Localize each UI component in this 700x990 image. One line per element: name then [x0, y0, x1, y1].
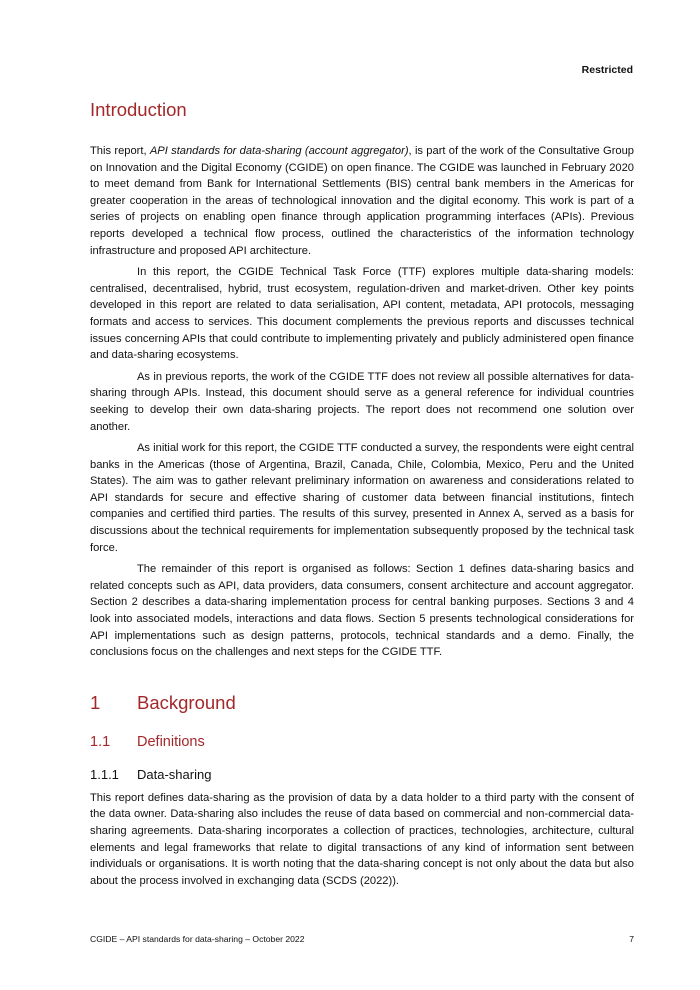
intro-paragraph-5: The remainder of this report is organised as follows: Section 1 defines data-sharing basics and related concepts such as API, data providers, data consumers, consent architecture and account aggregator. Section 2 describes a data-sharing implementation process for central banking purposes. Sections 3 and 4 look into associated models, interactions and data flows. Section 5 presents technological considerations for API implementations such as design patterns, protocols, technical standards and a demo. Finally, the conclusions focus on the challenges and next steps for the CGIDE TTF.: [90, 563, 634, 659]
introduction-heading: Introduction: [90, 99, 187, 120]
intro-paragraph-1-lead: This report,: [90, 145, 150, 157]
classification-label: Restricted: [581, 64, 633, 76]
data-sharing-definition-paragraph: This report defines data-sharing as the provision of data by a data holder to a third party with the consent of the data owner. Data-sharing also includes the reuse of data based on commercial and non-commercial data-sharing agreements. Data-sharing incorporates a collection of practices, technologies, architecture, cultural elements and legal frameworks that relate to digital transactions of any kind of information sent between individuals or organisations. It is worth noting that the data-sharing concept is not only about the data but also about the process involved in exchanging data (SCDS (2022)).: [90, 791, 634, 887]
intro-paragraph-2: In this report, the CGIDE Technical Task Force (TTF) explores multiple data-sharing models: centralised, decentralised, hybrid, trust ecosystem, regulation-driven and market-driven. Other key points developed in this report are related to data serialisation, API content, metadata, API protocols, messaging formats and access to services. This document complements the previous reports and discusses technical issues concerning APIs that could contribute to implementing privately and publicly administered open finance and data-sharing ecosystems.: [90, 266, 634, 362]
footer-document-title: CGIDE – API standards for data-sharing – October 2022: [90, 934, 305, 944]
definitions-heading-title: Definitions: [137, 733, 205, 750]
intro-paragraph-4: As initial work for this report, the CGIDE TTF conducted a survey, the respondents were eight central banks in the Americas (those of Argentina, Brazil, Canada, Chile, Colombia, Mexico, Peru and the United States). The aim was to gather relevant preliminary information on awareness and considerations related to API standards for secure and effective sharing of customer data between financial institutions, fintech companies and certified third parties. The results of this survey, presented in Annex A, served as a basis for discussions about the technical requirements for implementation subsequently proposed by the technical task force.: [90, 442, 634, 554]
intro-paragraph-1-rest: , is part of the work of the Consultative Group on Innovation and the Digital Economy (CGIDE) on open finance. The CGIDE was launched in February 2020 to meet demand from Bank for International Settlements (BIS) central bank members in the Americas for greater cooperation in the areas of technological innovation and the digital economy. This work is part of a series of projects on enabling open finance through application programming interfaces (APIs). Previous reports developed a technical flow process, outlined the characteristics of the information technology infrastructure and proposed API architecture.: [90, 145, 634, 257]
definitions-heading-number: 1.1: [90, 733, 111, 750]
background-heading: [90, 691, 634, 715]
data-sharing-heading-number: 1.1.1: [90, 766, 119, 782]
intro-paragraph-3: As in previous reports, the work of the CGIDE TTF does not review all possible alternatives for data-sharing through APIs. Instead, this document should serve as a general reference for individual countries seeking to develop their own data-sharing projects. The report does not recommend one solution over another.: [90, 370, 634, 433]
page-content: [90, 98, 634, 889]
background-heading-number: 1: [90, 691, 101, 713]
page-number: 7: [629, 934, 634, 944]
intro-paragraph-1: [90, 143, 634, 259]
report-title-italic: API standards for data-sharing (account aggregator): [149, 145, 409, 157]
background-heading-title: Background: [137, 691, 236, 713]
data-sharing-heading-title: Data-sharing: [137, 766, 212, 782]
data-sharing-heading: [90, 766, 634, 784]
definitions-heading: [90, 732, 634, 752]
page-footer: [90, 934, 634, 944]
